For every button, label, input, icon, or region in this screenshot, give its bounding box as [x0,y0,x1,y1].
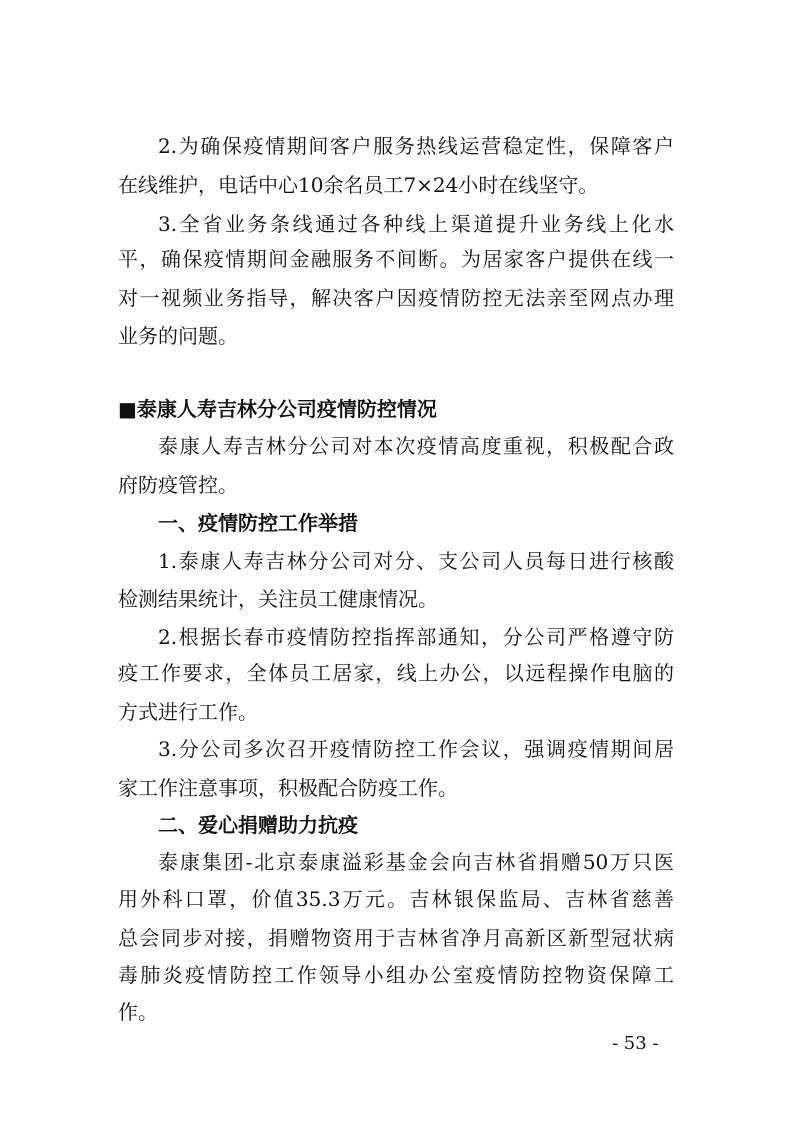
paragraph-line: 总会同步对接，捐赠物资用于吉林省净月高新区新型冠状病 [118,926,674,950]
section-title: ■泰康人寿吉林分公司疫情防控情况 [118,397,437,421]
paragraph-line: 疫工作要求，全体员工居家，线上办公，以远程操作电脑的 [118,661,674,685]
paragraph-line: 在线维护，电话中心10余名员工7×24小时在线坚守。 [118,173,599,197]
paragraph-line: 对一视频业务指导，解决客户因疫情防控无法亲至网点办理 [118,286,674,310]
paragraph-line: 3.全省业务条线通过各种线上渠道提升业务线上化水 [158,212,674,236]
paragraph-line: 方式进行工作。 [118,700,258,724]
paragraph-line: 2.根据长春市疫情防控指挥部通知，分公司严格遵守防 [158,625,674,649]
paragraph-line: 平，确保疫情期间金融服务不间断。为居家客户提供在线一 [118,247,674,271]
paragraph-line: 2.为确保疫情期间客户服务热线运营稳定性，保障客户 [158,134,674,158]
subsection-heading: 二、爱心捐赠助力抗疫 [158,813,358,837]
subsection-heading: 一、疫情防控工作举措 [158,511,358,535]
paragraph-line: 泰康人寿吉林分公司对本次疫情高度重视，积极配合政 [158,434,674,458]
paragraph-line: 用外科口罩，价值35.3万元。吉林银保监局、吉林省慈善 [118,887,674,911]
paragraph-line: 检测结果统计，关注员工健康情况。 [118,587,438,611]
page-number: - 53 - [612,1033,659,1054]
paragraph-line: 业务的问题。 [118,324,238,348]
paragraph-line: 作。 [118,1000,158,1024]
paragraph-line: 府防疫管控。 [118,473,238,497]
paragraph-line: 1.泰康人寿吉林分公司对分、支公司人员每日进行核酸 [158,549,674,573]
paragraph-line: 毒肺炎疫情防控工作领导小组办公室疫情防控物资保障工 [118,963,674,987]
paragraph-line: 3.分公司多次召开疫情防控工作会议，强调疫情期间居 [158,737,674,761]
paragraph-line: 家工作注意事项，积极配合防疫工作。 [118,776,458,800]
paragraph-line: 泰康集团-北京泰康溢彩基金会向吉林省捐赠50万只医 [158,850,674,874]
